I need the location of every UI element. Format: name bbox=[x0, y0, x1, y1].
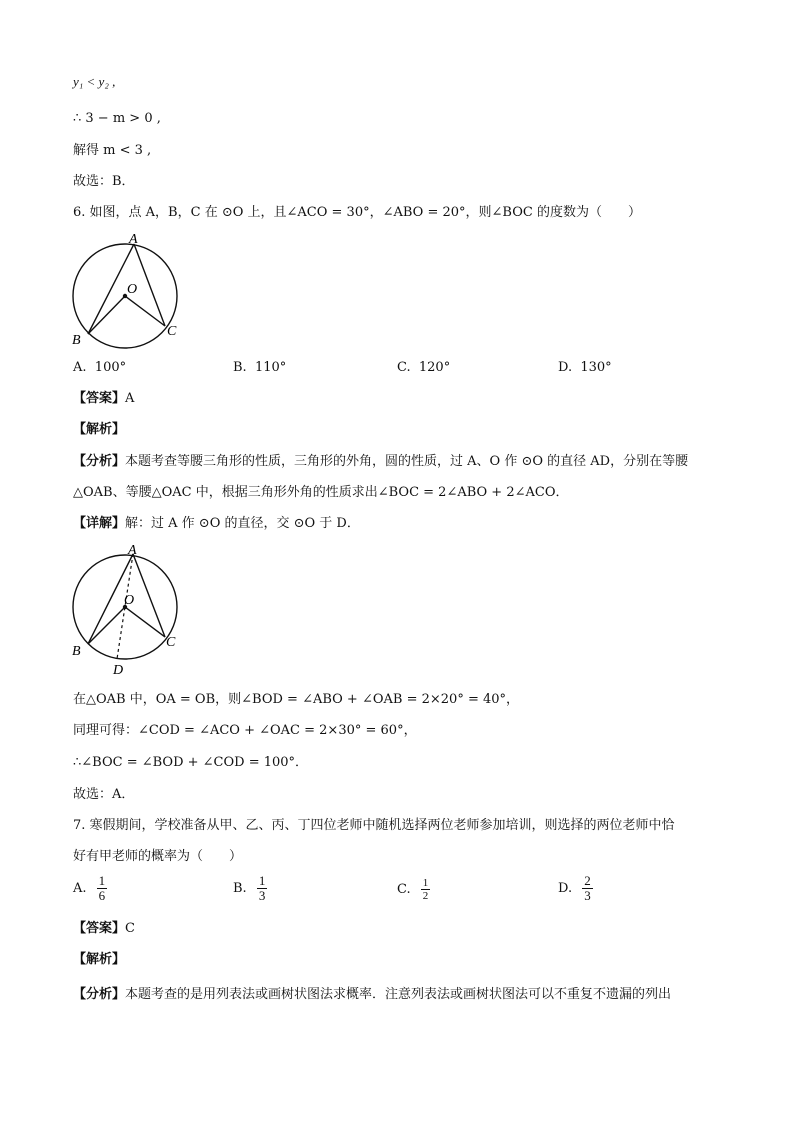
q7-option-c[interactable]: C. $\frac{1}{2}$ bbox=[397, 877, 429, 902]
label-b: B bbox=[72, 333, 81, 348]
label-a: A bbox=[129, 232, 138, 247]
fenxi-6-line1: 【分析】本题考查等腰三角形的性质，三角形的外角，圆的性质，过 A、O 作 ⊙O 的直径 AD，分别在等腰 bbox=[73, 454, 689, 469]
label-o: O bbox=[127, 282, 138, 297]
q7-option-d[interactable]: D. $\frac{2}{3}$ bbox=[558, 873, 591, 903]
line-3-minus-m: ∴ 3 − m > 0 , bbox=[73, 111, 161, 126]
label-c: C bbox=[167, 324, 177, 339]
step-2: 同理可得：∠COD = ∠ACO + ∠OAC = 2×30° = 60°， bbox=[73, 723, 417, 738]
line-y1-lt-y2: y₁ < y₂ , bbox=[73, 74, 116, 89]
step-1: 在△OAB 中，OA = OB，则∠BOD = ∠ABO + ∠OAB = 2×20° = 40°， bbox=[73, 692, 520, 707]
q6-option-a[interactable]: A. 100° bbox=[73, 360, 127, 375]
question-6: 6. 如图，点 A，B，C 在 ⊙O 上，且∠ACO = 30°，∠ABO = 20°，则∠BOC 的度数为（ ） bbox=[73, 205, 641, 220]
fenxi-6-line2: △OAB、等腰△OAC 中，根据三角形外角的性质求出∠BOC = 2∠ABO + 2∠ACO． bbox=[73, 485, 569, 500]
step-3: ∴∠BOC = ∠BOD + ∠COD = 100°． bbox=[73, 755, 309, 770]
question-7-line2: 好有甲老师的概率为（ ） bbox=[73, 849, 243, 864]
answer-6: 【答案】A bbox=[73, 391, 135, 406]
label-c: C bbox=[166, 635, 176, 650]
line-choose-b: 故选：B． bbox=[73, 174, 135, 189]
fenxi-7: 【分析】本题考查的是用列表法或画树状图法求概率．注意列表法或画树状图法可以不重复不遗漏的列出 bbox=[73, 987, 672, 1002]
q7-option-a[interactable]: A. $\frac{1}{6}$ bbox=[73, 873, 106, 903]
q6-option-b[interactable]: B. 110° bbox=[233, 360, 287, 375]
q7-option-b[interactable]: B. $\frac{1}{3}$ bbox=[233, 873, 266, 903]
xiangjie-6: 【详解】解：过 A 作 ⊙O 的直径，交 ⊙O 于 D． bbox=[73, 516, 360, 531]
analysis-7: 【解析】 bbox=[73, 952, 126, 967]
answer-7: 【答案】C bbox=[73, 921, 135, 936]
label-o: O bbox=[124, 593, 135, 608]
q6-option-d[interactable]: D. 130° bbox=[558, 360, 612, 375]
circle-figure-2 bbox=[66, 540, 186, 675]
line-solve-m: 解得 m < 3 , bbox=[73, 143, 152, 158]
step-4: 故选：A． bbox=[73, 787, 135, 802]
label-a: A bbox=[128, 543, 137, 558]
label-d: D bbox=[113, 663, 124, 675]
analysis-6: 【解析】 bbox=[73, 422, 126, 437]
question-7-line1: 7. 寒假期间，学校准备从甲、乙、丙、丁四位老师中随机选择两位老师参加培训，则选择的两位老师中恰 bbox=[73, 818, 675, 833]
q6-option-c[interactable]: C. 120° bbox=[397, 360, 451, 375]
circle-figure-1 bbox=[66, 230, 186, 350]
label-b: B bbox=[72, 644, 81, 659]
